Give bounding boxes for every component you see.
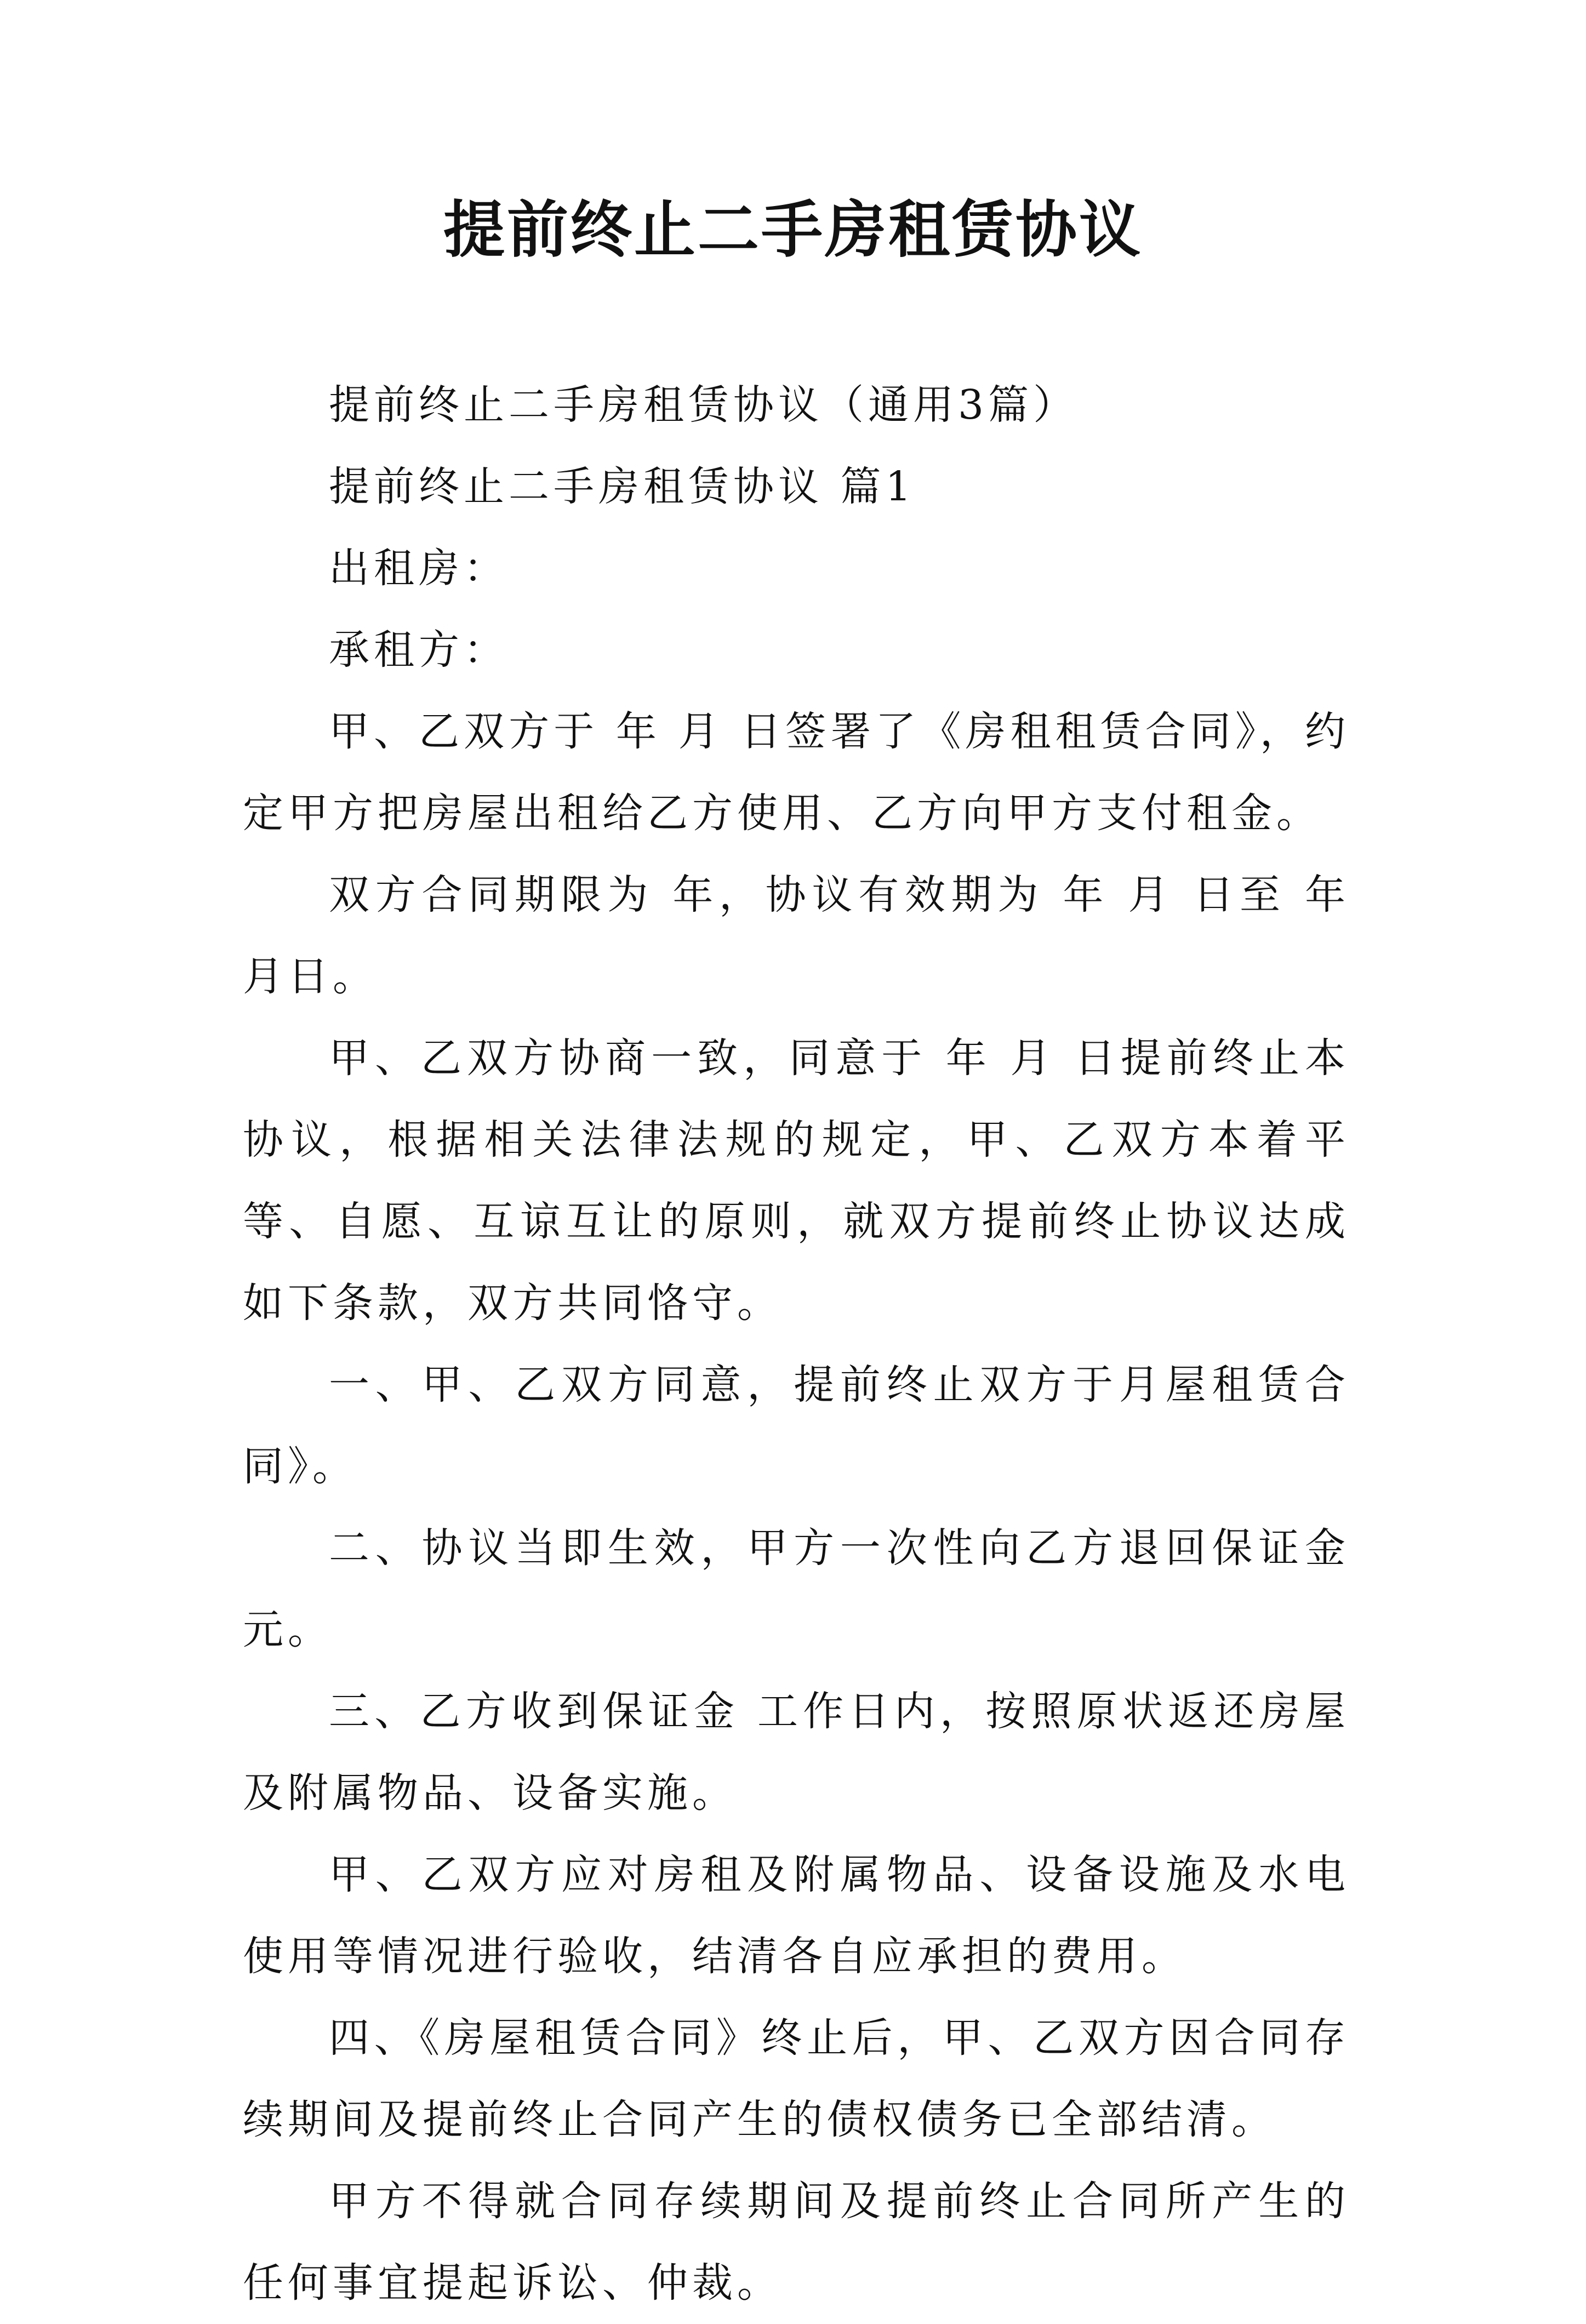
- paragraph-lessor: 出租房：: [329, 545, 509, 592]
- paragraph-lessee: 承租方：: [329, 626, 509, 673]
- paragraph-contract-term: 双方合同期限为 年，协议有效期为 年 月 日至 年 月日。: [243, 871, 1350, 1000]
- document-body: [243, 364, 1350, 2324]
- paragraph-section-heading: 提前终止二手房租赁协议 篇1: [329, 463, 916, 510]
- clause-2: 二、协议当即生效，甲方一次性向乙方退回保证金 元。: [243, 1524, 1350, 1653]
- paragraph-subtitle: 提前终止二手房租赁协议（通用3篇）: [329, 381, 1079, 429]
- paragraph-contract-signing: 甲、乙双方于 年 月 日签署了《房租租赁合同》，约定甲方把房屋出租给乙方使用、乙方向甲方支付租金。: [243, 708, 1350, 837]
- paragraph-inspection: 甲、乙双方应对房租及附属物品、设备设施及水电使用等情况进行验收，结清各自应承担的费用。: [243, 1851, 1350, 1980]
- clause-4: 四、《房屋租赁合同》终止后，甲、乙双方因合同存续期间及提前终止合同产生的债权债务已全部结清。: [243, 2014, 1350, 2143]
- paragraph-no-litigation: 甲方不得就合同存续期间及提前终止合同所产生的任何事宜提起诉讼、仲裁。: [243, 2178, 1350, 2306]
- clause-1: 一、甲、乙双方同意，提前终止双方于月屋租赁合同》。: [243, 1361, 1350, 1490]
- paragraph-mutual-agreement: 甲、乙双方协商一致，同意于 年 月 日提前终止本协议，根据相关法律法规的规定，甲、乙双方本着平等、自愿、互谅互让的原则，就双方提前终止协议达成如下条款，双方共同恪守。: [243, 1035, 1350, 1327]
- clause-3: 三、乙方收到保证金 工作日内，按照原状返还房屋及附属物品、设备实施。: [243, 1688, 1350, 1817]
- document-title: 提前终止二手房租赁协议: [443, 194, 1143, 266]
